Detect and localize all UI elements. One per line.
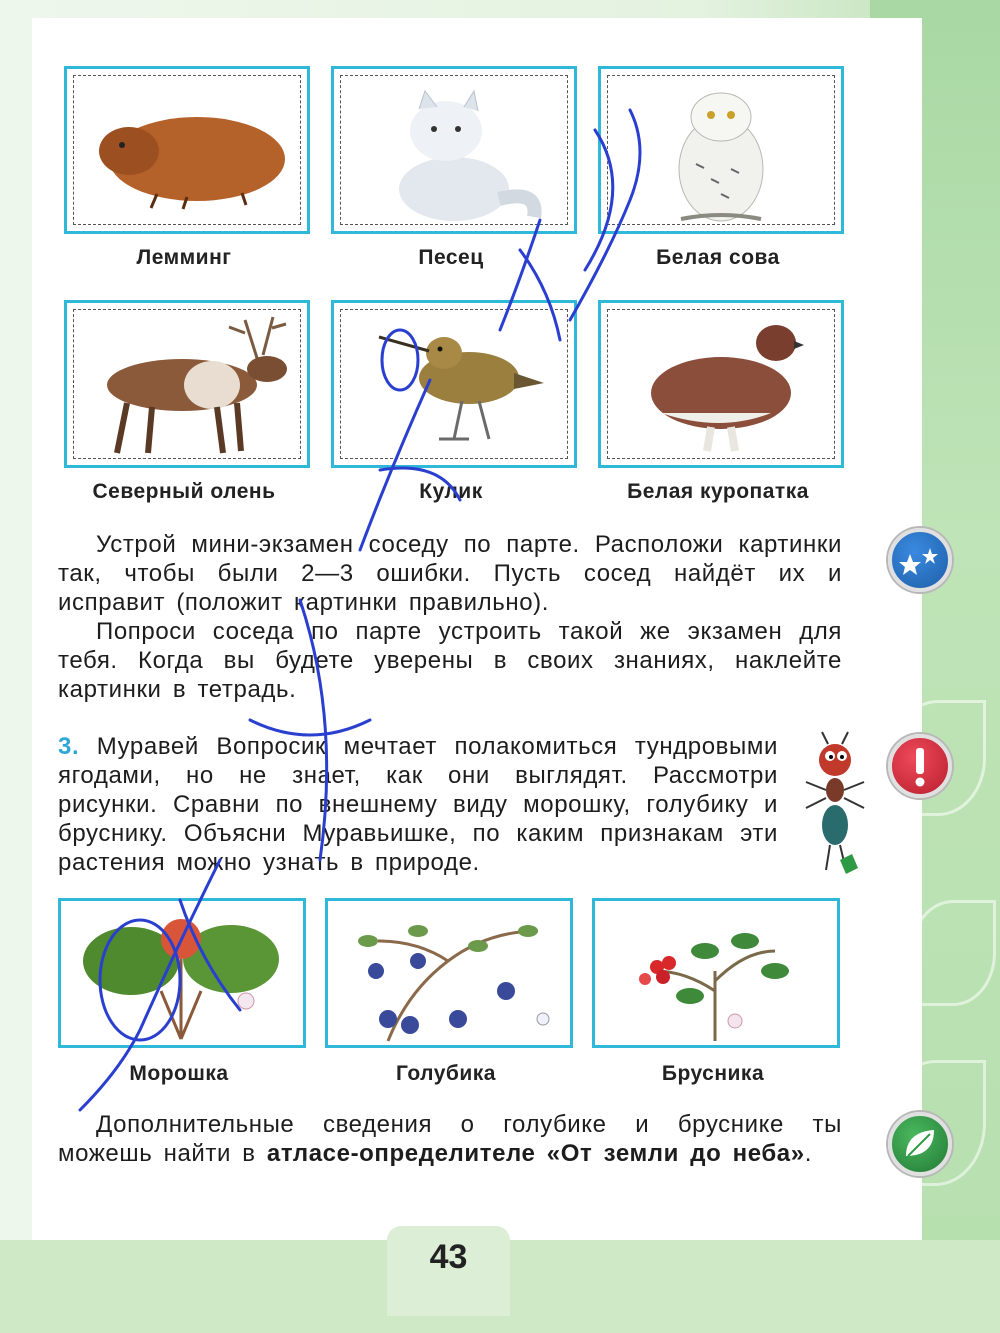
animal-card-arctic-fox <box>331 66 577 234</box>
page-number: 43 <box>429 1238 468 1276</box>
snowy-owl-illustration <box>601 69 841 231</box>
plant-label-lingonberry: Брусника <box>661 1062 765 1085</box>
animal-label-snowy-owl: Белая сова <box>656 246 780 269</box>
arctic-fox-illustration <box>334 69 574 231</box>
additional-info <box>58 1110 842 1168</box>
animal-card-lemming <box>64 66 310 234</box>
plant-card-bog-bilberry <box>325 898 573 1048</box>
animal-card-sandpiper <box>331 300 577 468</box>
animal-card-snowy-owl <box>598 66 844 234</box>
animal-card-reindeer <box>64 300 310 468</box>
bog-bilberry-illustration <box>328 901 570 1045</box>
cloudberry-illustration <box>61 901 303 1045</box>
task-3-text: Муравей Вопросик мечтает полакомиться тундровыми ягодами, но не знает, как они выглядят. Рассмотри рисунки. Сравни по внешнему виду морошку, голубику и бруснику. Объясни Муравьишке, по каким признакам эти растения можно узнать в природе. <box>58 733 778 876</box>
leaf-icon <box>888 1112 952 1176</box>
lemming-illustration <box>67 69 307 231</box>
plant-card-cloudberry <box>58 898 306 1048</box>
atlas-reference: атласе-определителе «От земли до неба» <box>266 1140 805 1167</box>
task-number: 3. <box>58 733 80 760</box>
exclamation-icon <box>888 734 952 798</box>
additional-info-text: Дополнительные сведения о голубике и бруснике ты можешь найти в <box>58 1111 842 1167</box>
exam-paragraph-1: Устрой мини-экзамен соседу по парте. Расположи картинки так, чтобы были 2—3 ошибки. Пусть сосед найдёт их и исправит (положит картинки правильно). <box>58 531 842 616</box>
stars-icon <box>888 528 952 592</box>
exam-paragraph-2: Попроси соседа по парте устроить такой же экзамен для тебя. Когда вы будете уверены в своих знаниях, наклейте картинки в тетрадь. <box>58 618 842 703</box>
animal-label-lemming: Лемминг <box>136 246 232 269</box>
additional-info-end: . <box>804 1140 812 1167</box>
sandpiper-illustration <box>334 303 574 465</box>
animal-label-reindeer: Северный олень <box>92 480 276 503</box>
lingonberry-illustration <box>595 901 837 1045</box>
reindeer-illustration <box>67 303 307 465</box>
ptarmigan-illustration <box>601 303 841 465</box>
plant-card-lingonberry <box>592 898 840 1048</box>
animal-card-ptarmigan <box>598 300 844 468</box>
task-3 <box>58 732 778 877</box>
exam-instructions <box>58 530 842 704</box>
animal-label-ptarmigan: Белая куропатка <box>627 480 809 503</box>
animal-label-sandpiper: Кулик <box>419 480 483 503</box>
ant-mascot-icon <box>800 730 870 880</box>
animal-label-arctic-fox: Песец <box>418 246 484 269</box>
plant-label-bog-bilberry: Голубика <box>396 1062 496 1085</box>
plant-label-cloudberry: Морошка <box>129 1062 229 1085</box>
